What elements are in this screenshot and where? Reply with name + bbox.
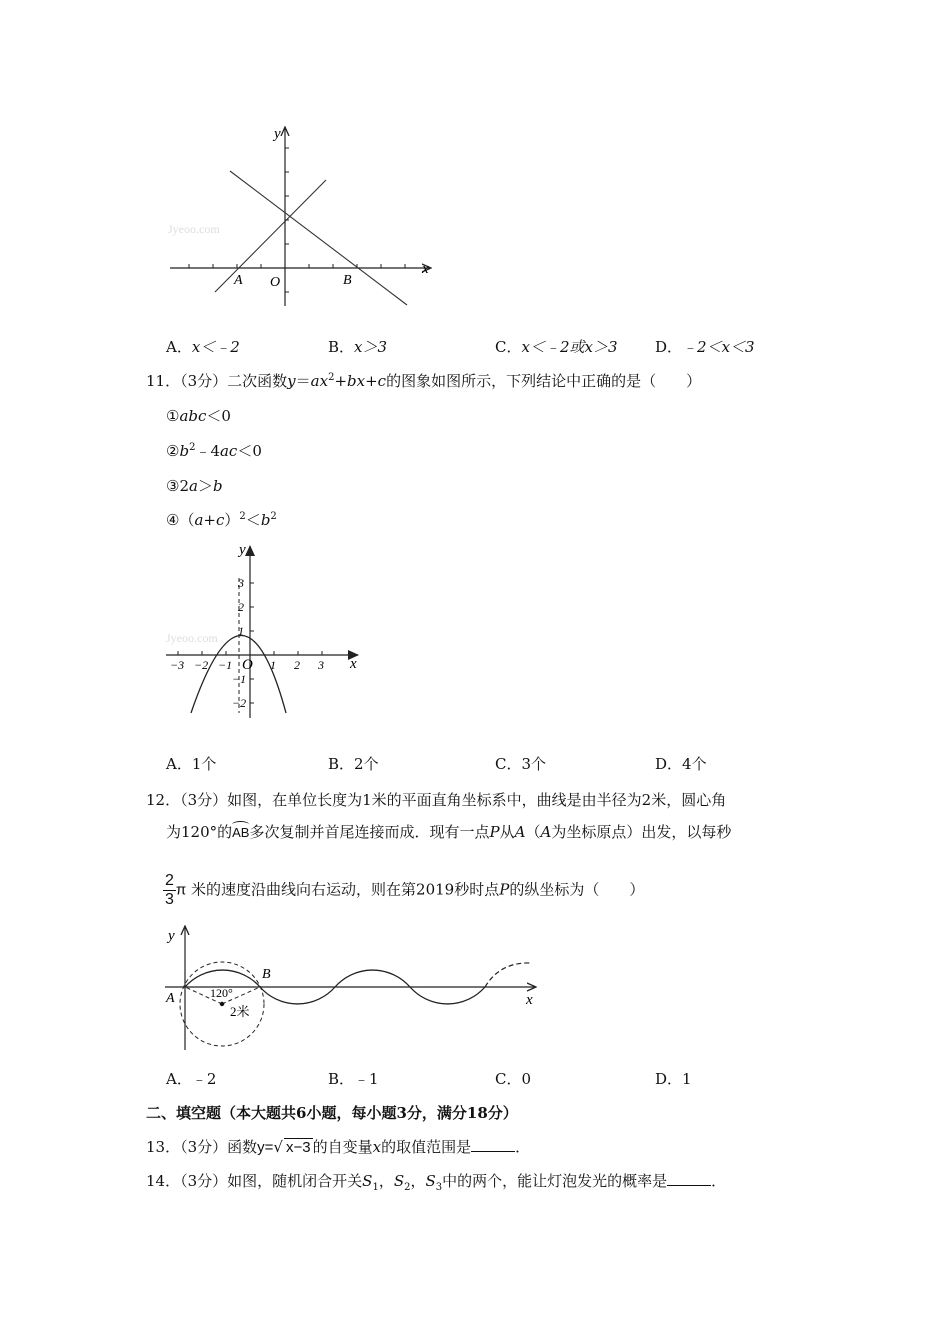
q10-label-y: y xyxy=(274,126,281,142)
q11-label-x: x xyxy=(350,656,357,672)
q11-xtick: 3 xyxy=(318,658,324,672)
q10-option-a: A．x＜﹣2 xyxy=(166,338,240,356)
sqrt-sign: √ xyxy=(273,1138,283,1156)
q11-graph xyxy=(160,538,370,728)
q10-option-c: C．x＜﹣2或x＞3 xyxy=(495,338,618,356)
q10-label-B: B xyxy=(343,273,352,288)
q10-watermark: Jyeoo.com xyxy=(168,222,220,236)
q13-text: 13．（3分）函数y=√ x−3 的自变量x的取值范围是 ． xyxy=(146,1138,531,1156)
q12-center-point xyxy=(220,1002,224,1006)
q12-option-d: D．1 xyxy=(655,1070,692,1088)
q14-text: 14．（3分）如图，随机闭合开关$S_1$，$S_2$，$S_3$中的两个，能让灯泡发光的概率是 ． xyxy=(146,1172,727,1193)
q11-ytick: 1 xyxy=(238,624,244,638)
q12-line-1: 12．（3分）如图，在单位长度为1米的平面直角坐标系中，曲线是由半径为2米，圆心角 xyxy=(146,791,727,809)
q11-xtick: −1 xyxy=(218,658,233,672)
q12-wave-continuation xyxy=(485,963,530,987)
q12-label-radius: 2米 xyxy=(230,1004,250,1019)
q11-xtick: −3 xyxy=(170,658,185,672)
q11-ytick: −1 xyxy=(232,672,247,686)
q12-label-B: B xyxy=(262,967,271,982)
q11-option-d: D．4个 xyxy=(655,755,707,773)
q12-line-2: 为120°的AB多次复制并首尾连接而成．现有一点P从A（A为坐标原点）出发，以每秒 xyxy=(166,823,732,841)
q12-label-x: x xyxy=(526,992,533,1008)
q12-option-a: A．﹣2 xyxy=(166,1070,217,1088)
q12-option-b: B．﹣1 xyxy=(328,1070,379,1088)
q12-line-3: $\frac{2}{3}$ π 米的速度沿曲线向右运动，则在第2019秒时点P的纵坐标为（ ） xyxy=(165,872,645,908)
q12-label-angle: 120° xyxy=(210,986,233,1000)
q11-stem: 11．（3分）二次函数$y=ax^2+bx+c$的图象如图所示，下列结论中正确的是（ ） xyxy=(146,372,702,390)
q13-answer-blank[interactable] xyxy=(471,1137,515,1152)
q11-xtick: 1 xyxy=(270,658,276,672)
q11-conclusion-3: ③2a＞b xyxy=(166,477,223,495)
q10-option-b: B．x＞3 xyxy=(328,338,388,356)
q11-xtick: −2 xyxy=(194,658,209,672)
q12-option-c: C．0 xyxy=(495,1070,532,1088)
q11-ytick: 3 xyxy=(238,576,244,590)
q14-answer-blank[interactable] xyxy=(667,1171,711,1186)
q11-label-O: O xyxy=(242,657,253,673)
q11-ytick: 2 xyxy=(238,600,244,614)
q11-ytick: −2 xyxy=(232,696,247,710)
q10-label-A: A xyxy=(234,273,243,288)
q11-watermark: Jyeoo.com xyxy=(166,631,218,645)
q12-label-A: A xyxy=(166,991,175,1006)
q12-label-y: y xyxy=(168,928,175,944)
q11-option-a: A．1个 xyxy=(166,755,217,773)
q10-line-2 xyxy=(230,171,407,305)
q11-conclusion-4: $④(a+c)^2<b^2$ xyxy=(166,511,277,529)
arc-ab-label: AB xyxy=(232,821,249,840)
q11-option-c: C．3个 xyxy=(495,755,547,773)
fraction-two-thirds: $\frac{2}{3}$ xyxy=(165,872,174,908)
q10-label-x: x xyxy=(422,261,429,277)
section-title-fill-in: 二、填空题（本大题共6小题，每小题3分，满分18分） xyxy=(146,1104,518,1122)
q10-option-d: D．﹣2＜x＜3 xyxy=(655,338,755,356)
q12-graph xyxy=(160,922,545,1054)
q11-label-y: y xyxy=(239,542,246,558)
q11-option-b: B．2个 xyxy=(328,755,379,773)
q11-xtick: 2 xyxy=(294,658,300,672)
q11-conclusion-2: $②b^2﹣4ac<0$ xyxy=(166,442,262,460)
q10-graph xyxy=(160,118,450,318)
q11-conclusion-1: ①abc＜0 xyxy=(166,407,231,425)
q10-label-O: O xyxy=(270,275,281,290)
q13-radicand: x−3 xyxy=(285,1139,311,1156)
